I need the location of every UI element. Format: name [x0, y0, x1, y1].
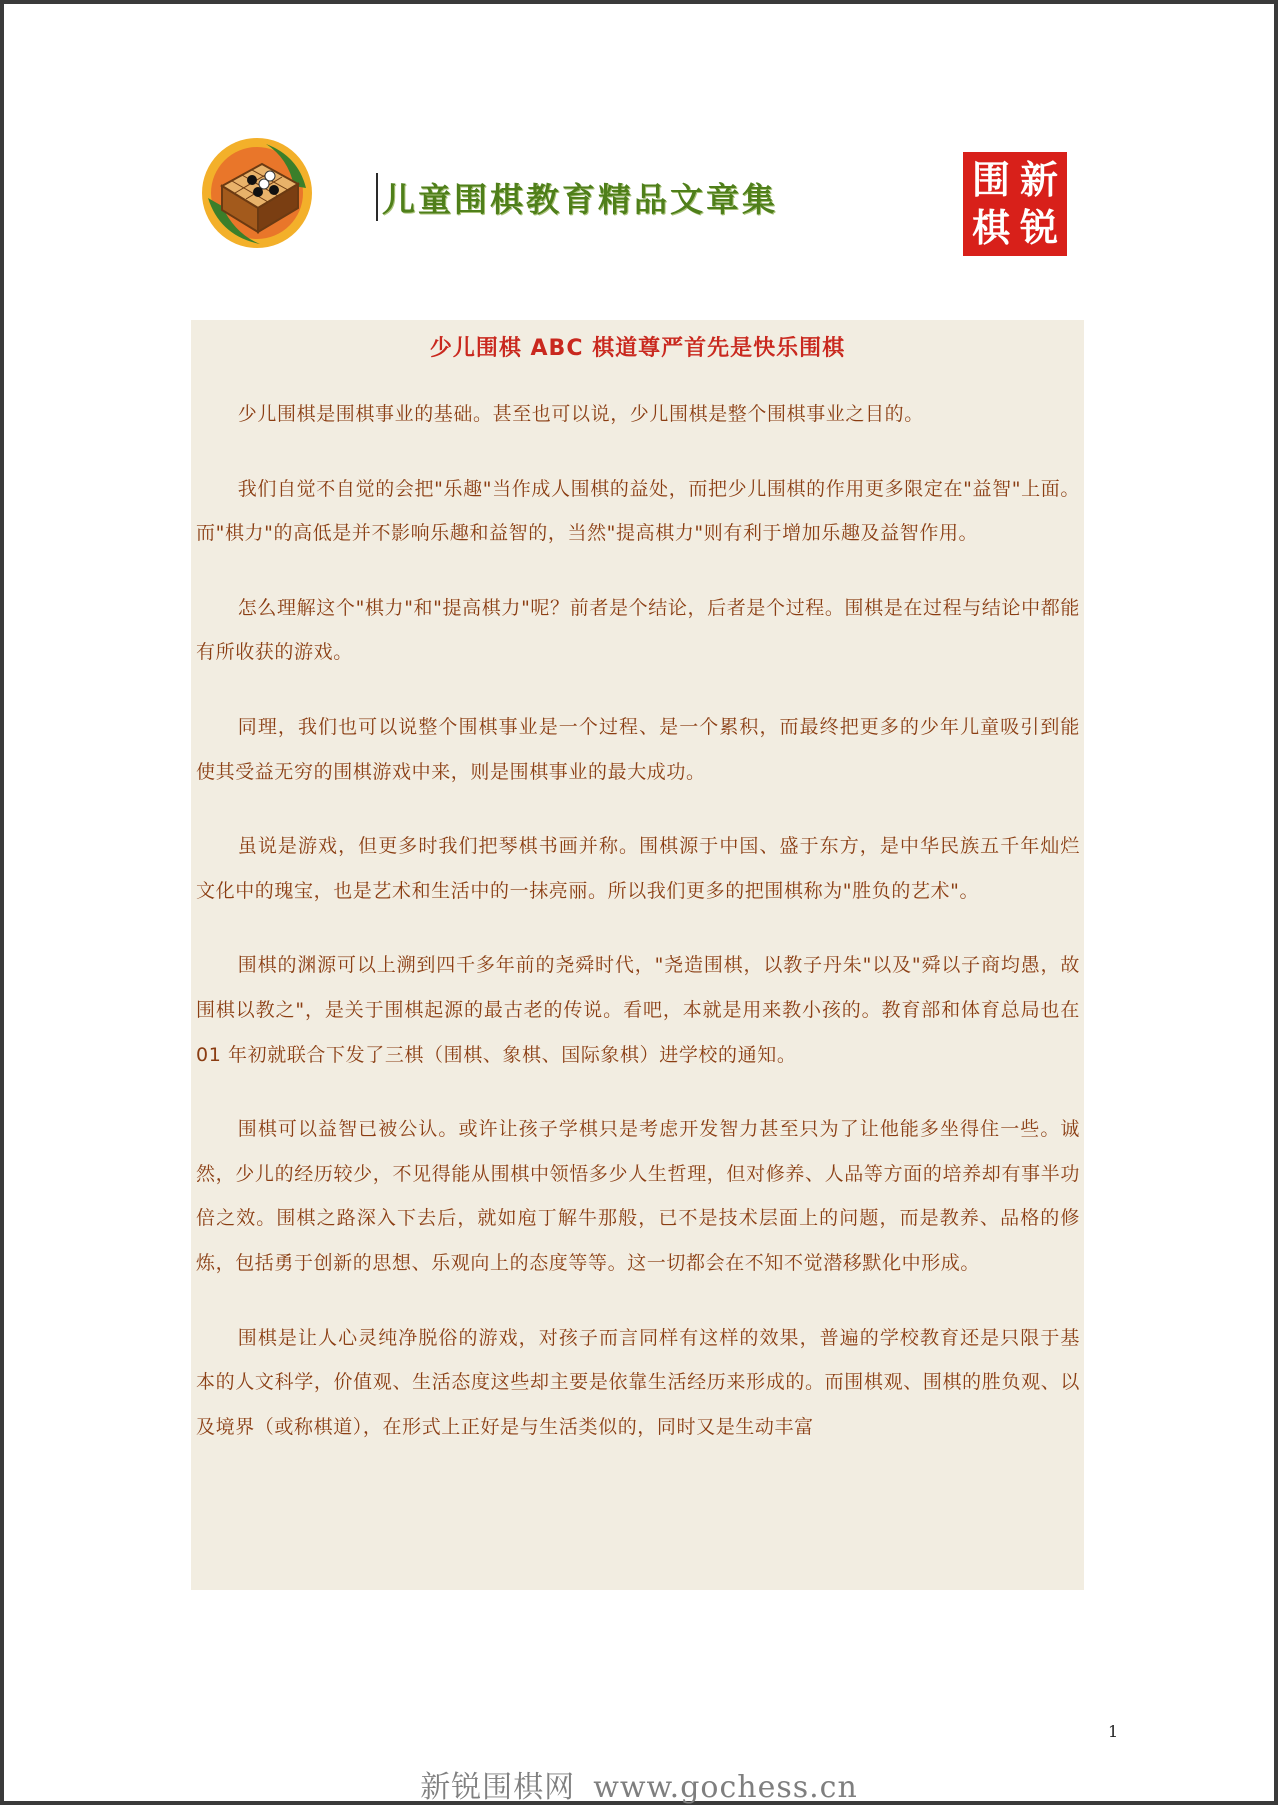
article-paragraph: 同理，我们也可以说整个围棋事业是一个过程、是一个累积，而最终把更多的少年儿童吸引到能使其受益无穷的围棋游戏中来，则是围棋事业的最大成功。: [196, 715, 1080, 783]
article-paragraph: 虽说是游戏，但更多时我们把琴棋书画并称。围棋源于中国、盛于东方，是中华民族五千年灿烂文化中的瑰宝，也是艺术和生活中的一抹亮丽。所以我们更多的把围棋称为"胜负的艺术"。: [196, 835, 1080, 902]
article-paragraph: 围棋的渊源可以上溯到四千多年前的尧舜时代，"尧造围棋，以教子丹朱"以及"舜以子商均愚，故围棋以教之"，是关于围棋起源的最古老的传说。看吧，本就是用来教小孩的。教育部和体育总局也在 01 年初就联合下发了三棋（围棋、象棋、国际象棋）进学校的通知。: [196, 954, 1080, 1066]
footer-watermark: [0, 1762, 1278, 1806]
seal-char: 棋: [971, 205, 1010, 250]
header-title: 儿童围棋教育精品文章集: [382, 179, 778, 219]
page-header: [200, 132, 1080, 262]
footer-site-name: 新锐围棋网: [420, 1770, 576, 1805]
article-paragraph: 围棋是让人心灵纯净脱俗的游戏，对孩子而言同样有这样的效果，普遍的学校教育还是只限于基本的人文科学，价值观、生活态度这些却主要是依靠生活经历来形成的。而围棋观、围棋的胜负观、以及境界（或称棋道），在形式上正好是与生活类似的，同时又是生动丰富: [196, 1326, 1080, 1438]
footer-url: www.gochess.cn: [593, 1770, 858, 1805]
page-number: 1: [1108, 1722, 1119, 1741]
seal-char: 围: [971, 157, 1010, 202]
text-cursor: [376, 173, 378, 221]
go-board-logo-icon: [200, 136, 315, 251]
article-paragraph: 围棋可以益智已被公认。或许让孩子学棋只是考虑开发智力甚至只为了让他能多坐得住一些。诚然，少儿的经历较少，不见得能从围棋中领悟多少人生哲理，但对修养、人品等方面的培养却有事半功倍之效。围棋之路深入下去后，就如庖丁解牛那般，已不是技术层面上的问题，而是教养、品格的修炼，包括勇于创新的思想、乐观向上的态度等等。这一切都会在不知不觉潜移默化中形成。: [196, 1118, 1080, 1274]
seal-logo: [963, 152, 1067, 256]
article-title: 少儿围棋 ABC 棋道尊严首先是快乐围棋: [429, 336, 846, 361]
seal-char: 锐: [1019, 205, 1058, 250]
article-panel: [191, 320, 1084, 1590]
seal-char: 新: [1019, 157, 1058, 202]
article-paragraph: 我们自觉不自觉的会把"乐趣"当作成人围棋的益处，而把少儿围棋的作用更多限定在"益智"上面。而"棋力"的高低是并不影响乐趣和益智的，当然"提高棋力"则有利于增加乐趣及益智作用。: [196, 477, 1080, 545]
article-paragraph: 怎么理解这个"棋力"和"提高棋力"呢？前者是个结论，后者是个过程。围棋是在过程与结论中都能有所收获的游戏。: [196, 596, 1080, 664]
header-title-area: [376, 172, 778, 222]
article-body: [191, 392, 1084, 1449]
article-paragraph: 少儿围棋是围棋事业的基础。甚至也可以说，少儿围棋是整个围棋事业之目的。: [237, 403, 924, 425]
